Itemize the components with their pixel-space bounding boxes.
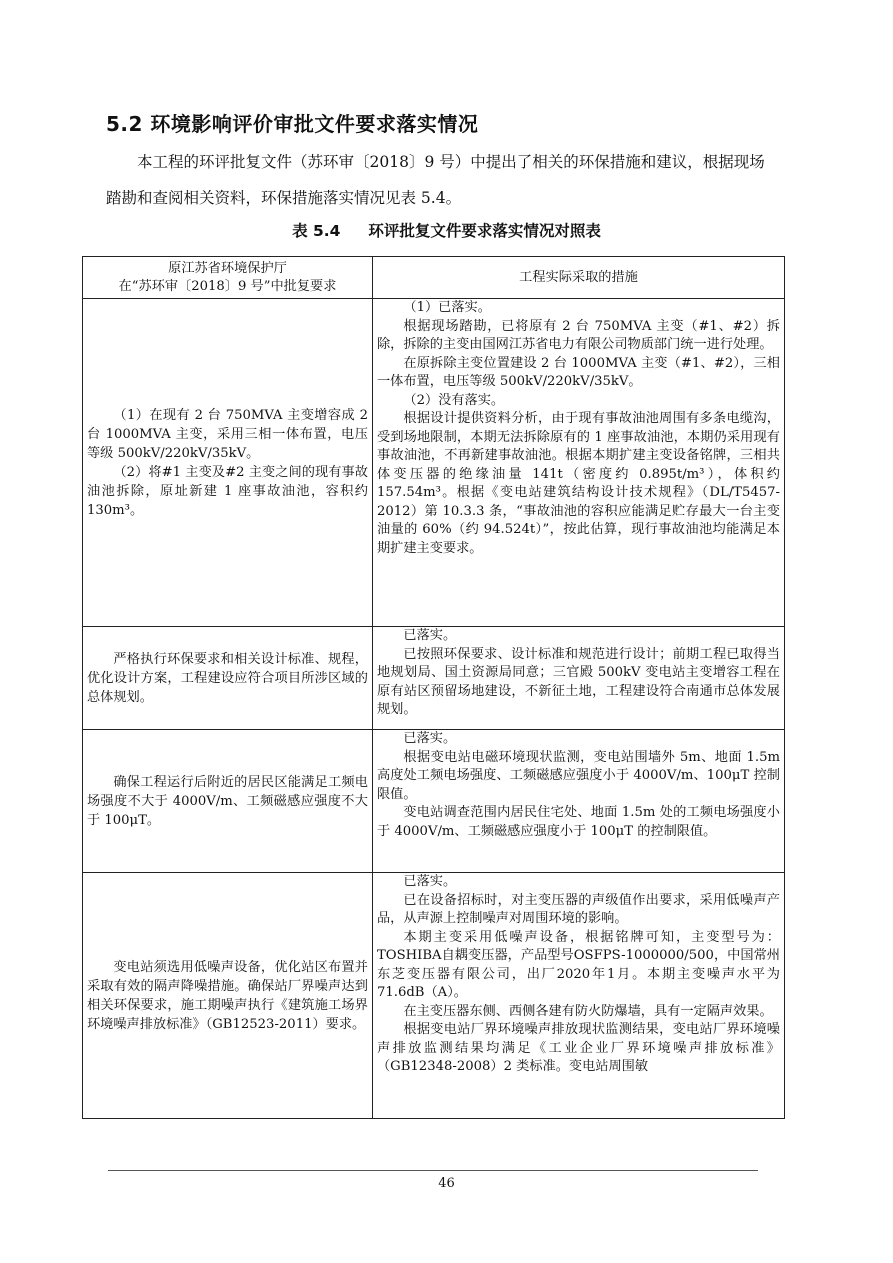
requirement-cell — [83, 873, 373, 1119]
measure-text: 已落实。 — [403, 731, 457, 746]
table-caption-title: 环评批复文件要求落实情况对照表 — [368, 222, 601, 240]
requirement-cell — [83, 627, 373, 730]
measure-cell — [373, 299, 785, 627]
measure-text: 根据设计提供资料分析，由于现有事故油池周围有多条电缆沟，受到场地限制，本期无法拆除原有的 1 座事故油池，本期仍采用现有事故油池，不再新建事故油池。根据本期扩建主变设备铭牌，三相共体变压器的绝缘油量 141t（密度约 0.895t/m³），体积约 157.54m³。根据《变电站建筑结构设计技术规程》（DL/T5457-2012）第 10.3.3 条，“事故油池的容积应能满足贮存最大一台主变油量的 60%（约 94.524t）”，按此估算，现行事故油池均能满足本期扩建主变要求。 — [377, 411, 780, 556]
requirement-cell — [83, 730, 373, 873]
measure-cell — [373, 873, 785, 1119]
measure-cell — [373, 627, 785, 730]
measure-text: 在原拆除主变位置建设 2 台 1000MVA 主变（#1、#2），三相一体布置，电压等级 500kV/220kV/35kV。 — [377, 355, 780, 389]
footer-divider — [108, 1170, 758, 1171]
measure-text: 根据变电站电磁环境现状监测，变电站围墙外 5m、地面 1.5m 高度处工频电场强度、工频磁感应强度小于 4000V/m、100μT 控制限值。 — [377, 749, 780, 802]
measure-text: 根据变电站厂界环境噪声排放现状监测结果，变电站厂界环境噪声排放监测结果均满足《工业企业厂界环境噪声排放标准》（GB12348-2008）2 类标准。变电站周围敏 — [377, 1022, 780, 1074]
compliance-table — [82, 256, 785, 1119]
page-number: 46 — [438, 1176, 455, 1191]
measure-text: 在主变压器东侧、西侧各建有防火防爆墙，具有一定隔声效果。 — [403, 1003, 773, 1019]
requirement-text: 严格执行环保要求和相关设计标准、规程，优化设计方案，工程建设应符合项目所涉区域的总体规划。 — [87, 651, 368, 705]
requirement-text: 变电站须选用低噪声设备，优化站区布置并采取有效的隔声降噪措施。确保站厂界噪声达到相关环保要求，施工期噪声执行《建筑施工场界环境噪声排放标准》（GB12523-2011）要求。 — [87, 959, 368, 1032]
measure-text: （2）没有落实。 — [403, 392, 505, 408]
measure-text: 已在设备招标时，对主变压器的声级值作出要求，采用低噪声产品，从声源上控制噪声对周围环境的影响。 — [377, 892, 780, 926]
requirement-text: （2）将#1 主变及#2 主变之间的现有事故油池拆除，原址新建 1 座事故油池，容积约 130m³。 — [87, 464, 368, 518]
header-approval-requirements — [83, 257, 373, 299]
table-row — [83, 730, 785, 873]
header-left-line1: 原江苏省环境保护厅 — [168, 260, 287, 276]
intro-paragraph: 本工程的环评批复文件（苏环审〔2018〕9 号）中提出了相关的环保措施和建议，根据现场踏勘和查阅相关资料，环保措施落实情况见表 5.4。 — [106, 153, 765, 207]
table-caption-number: 表 5.4 — [292, 222, 341, 240]
measure-cell — [373, 730, 785, 873]
header-left-line2: 在“苏环审〔2018〕9 号”中批复要求 — [118, 278, 337, 294]
requirement-cell — [83, 299, 373, 627]
measure-text: 本期主变采用低噪声设备，根据铭牌可知，主变型号为：TOSHIBA自耦变压器，产品型号OSFPS-1000000/500，中国常州东芝变压器有限公司，出厂2020年1月。本期主变噪声水平为71.6dB（A）。 — [377, 929, 780, 1000]
section-heading: 5.2 环境影响评价审批文件要求落实情况 — [106, 112, 479, 136]
requirement-text: （1）在现有 2 台 750MVA 主变增容成 2 台 1000MVA 主变，采用三相一体布置，电压等级 500kV/220kV/35kV。 — [87, 407, 368, 461]
measure-text: 变电站调查范围内居民住宅处、地面 1.5m 处的工频电场强度小于 4000V/m、工频磁感应强度小于 100μT 的控制限值。 — [377, 805, 780, 839]
table-row — [83, 627, 785, 730]
table-row — [83, 873, 785, 1119]
table-caption — [0, 219, 893, 241]
measure-text: 根据现场踏勘，已将原有 2 台 750MVA 主变（#1、#2）拆除，拆除的主变由国网江苏省电力有限公司物质部门统一进行处理。 — [377, 318, 780, 352]
measure-text: （1）已落实。 — [403, 300, 491, 315]
measure-text: 已落实。 — [403, 628, 457, 643]
measure-text: 已按照环保要求、设计标准和规范进行设计；前期工程已取得当地规划局、国土资源局同意；三官殿 500kV 变电站主变增容工程在原有站区预留场地建设，不新征土地，工程建设符合南通市总体发展规划。 — [377, 646, 780, 717]
requirement-text: 确保工程运行后附近的居民区能满足工频电场强度不大于 4000V/m、工频磁感应强度不大于 100μT。 — [87, 774, 368, 828]
header-actual-measures: 工程实际采取的措施 — [373, 257, 785, 299]
measure-text: 已落实。 — [403, 874, 457, 889]
table-row — [83, 299, 785, 627]
